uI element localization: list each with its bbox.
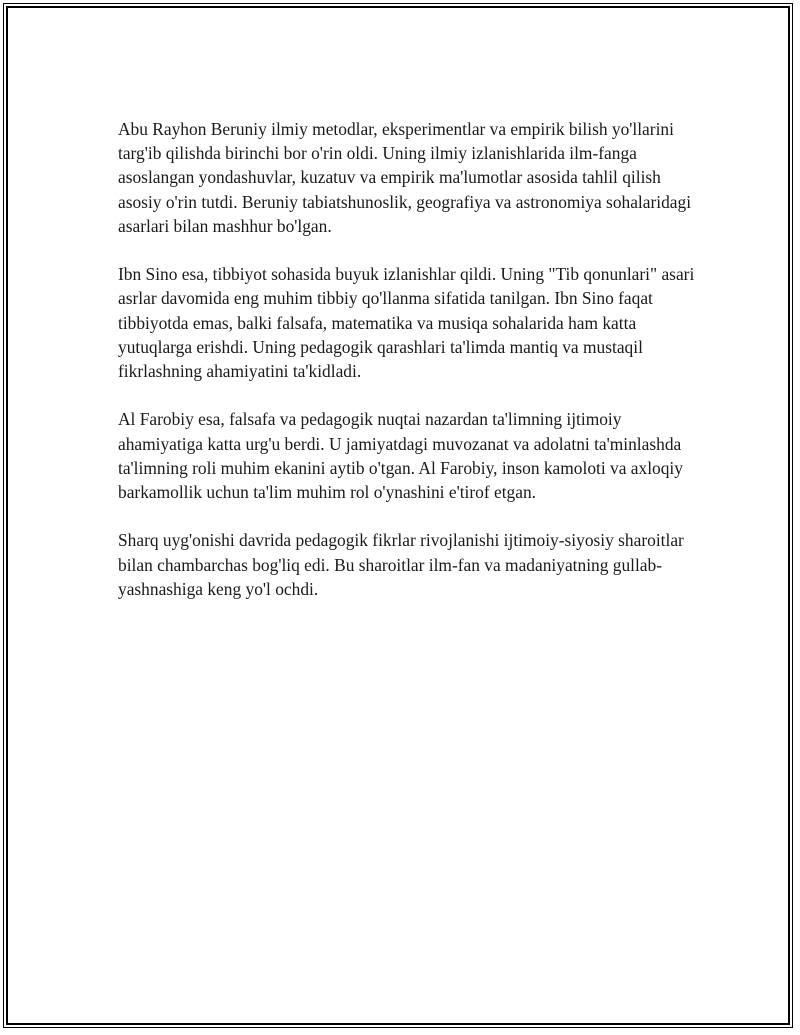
paragraph-ibn-sino: Ibn Sino esa, tibbiyot sohasida buyuk izlanishlar qildi. Uning "Tib qonunlari" asari asrlar davomida eng muhim tibbiy qo'llanma sifatida tanilgan. Ibn Sino faqat tibbiyotda emas, balki falsafa, matematika va musiqa sohalarida ham katta yutuqlarga erishdi. Uning pedagogik qarashlari ta'limda mantiq va mustaqil fikrlashning ahamiyatini ta'kidladi.: [118, 264, 695, 382]
paragraph-al-farobiy: Al Farobiy esa, falsafa va pedagogik nuqtai nazardan ta'limning ijtimoiy ahamiyatiga katta urg'u berdi. U jamiyatdagi muvozanat va adolatni ta'minlashda ta'limning roli muhim ekanini aytib o'tgan. Al Farobiy, inson kamoloti va axloqiy barkamollik uchun ta'lim muhim rol o'ynashini e'tirof etgan.: [118, 409, 683, 503]
paragraph-sharq-uygonishi: Sharq uyg'onishi davrida pedagogik fikrlar rivojlanishi ijtimoiy-siyosiy sharoitlar bilan chambarchas bog'liq edi. Bu sharoitlar ilm-fan va madaniyatning gullab-yashnashiga keng yo'l ochdi.: [118, 530, 684, 599]
document-body: [118, 117, 698, 625]
paragraph-beruniy: Abu Rayhon Beruniy ilmiy metodlar, eksperimentlar va empirik bilish yo'llarini targ'ib qilishda birinchi bor o'rin oldi. Uning ilmiy izlanishlarida ilm-fanga asoslangan yondashuvlar, kuzatuv va empirik ma'lumotlar asosida tahlil qilish asosiy o'rin tutdi. Beruniy tabiatshunoslik, geografiya va astronomiya sohalaridagi asarlari bilan mashhur bo'lgan.: [118, 119, 692, 236]
